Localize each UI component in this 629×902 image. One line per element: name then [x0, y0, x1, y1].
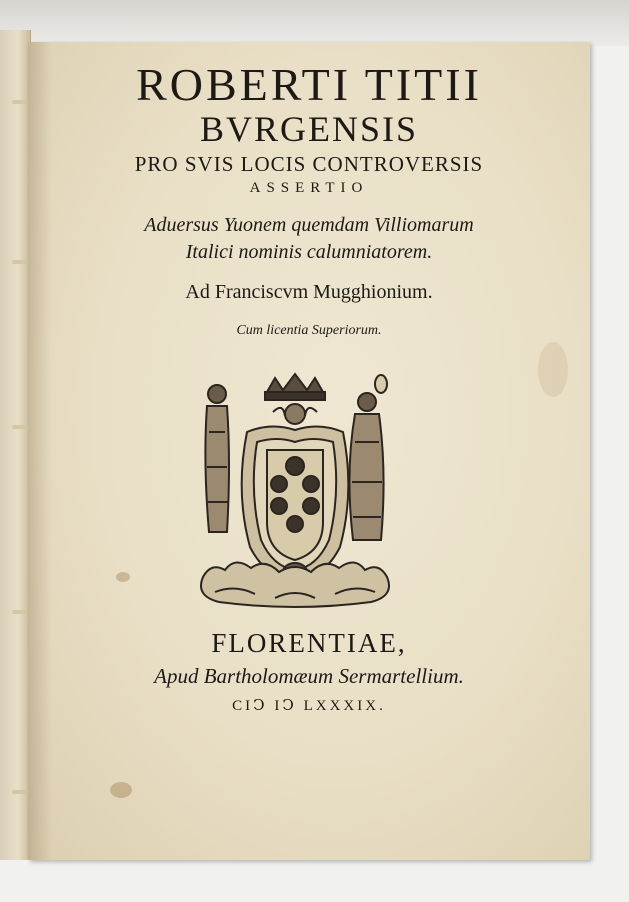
printer-line: Apud Bartholomæum Sermartellium.	[154, 664, 464, 688]
origin-line: BVRGENSIS	[199, 109, 419, 149]
adversus-line-1: Aduersus Yuonem quemdam Villiomarum	[144, 214, 474, 236]
coat-of-arms-icon	[195, 372, 395, 610]
top-shadow	[0, 0, 629, 46]
year-line: CIↃ IↃ LXXXIX.	[232, 698, 386, 714]
assertio-line: ASSERTIO	[249, 180, 369, 196]
emblem-drawing	[195, 372, 395, 610]
dedication-line: Ad Franciscvm Mugghionium.	[185, 281, 433, 303]
place-line: FLORENTIAE,	[211, 628, 407, 658]
adversus-line-2: Italici nominis calumniatorem.	[185, 241, 433, 263]
license-line: Cum licentia Superiorum.	[236, 323, 382, 338]
author-line: ROBERTI TITII	[136, 59, 482, 110]
left-page-edge	[0, 30, 31, 860]
subject-line: PRO SVIS LOCIS CONTROVERSIS	[134, 152, 484, 176]
